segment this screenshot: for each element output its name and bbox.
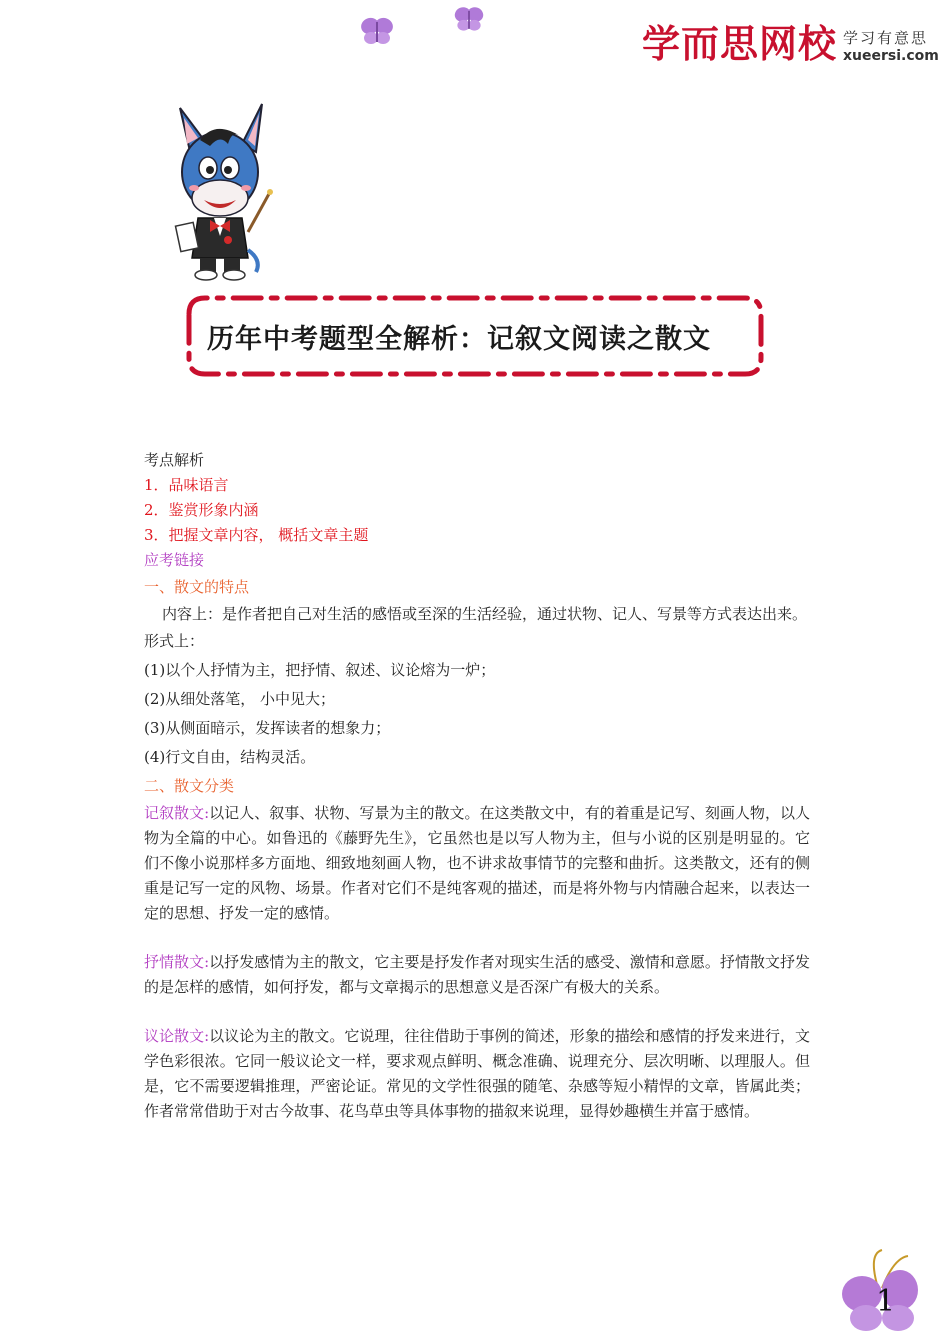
butterfly-right-decoration <box>452 2 486 36</box>
lyric-paragraph <box>144 950 810 1000</box>
narrative-label: 记叙散文: <box>144 804 210 822</box>
lyric-label: 抒情散文: <box>144 953 210 971</box>
part1-form-label: 形式上： <box>144 632 205 650</box>
form-item-4: (4)行文自由，结构灵活。 <box>144 748 316 766</box>
brand-name: 学而思网校 <box>642 22 838 66</box>
form-item-3: (3)从侧面暗示，发挥读者的想象力； <box>144 719 391 737</box>
lyric-text: 以抒发感情为主的散文，它主要是抒发作者对现实生活的感受、激情和意愿。抒情散文抒发的是怎样的感情，如何抒发，都与文章揭示的思想意义是否深广有极大的关系。 <box>144 953 810 996</box>
form-item-1: (1)以个人抒情为主，把抒情、叙述、议论熔为一炉； <box>144 661 496 679</box>
point-item-3: 3．把握文章内容， 概括文章主题 <box>144 526 369 544</box>
brand-slogan: 学习有意思 <box>843 29 929 47</box>
document-title: 历年中考题型全解析：记叙文阅读之散文 <box>207 323 711 355</box>
main-content <box>144 448 810 1124</box>
part2-heading: 二、散文分类 <box>144 777 235 795</box>
argument-label: 议论散文: <box>144 1027 210 1045</box>
donkey-mascot-illustration <box>170 100 280 282</box>
point-item-2: 2．鉴赏形象内涵 <box>144 501 259 519</box>
narrative-paragraph <box>144 801 810 926</box>
part1-content-paragraph: 内容上：是作者把自己对生活的感悟或至深的生活经验，通过状物、记人、写景等方式表达出来。 <box>162 605 808 623</box>
link-heading: 应考链接 <box>144 551 205 569</box>
section-heading: 考点解析 <box>144 451 205 469</box>
brand-url: xueersi.com <box>843 48 939 64</box>
page-number: 1 <box>876 1284 896 1319</box>
brand-logo <box>642 22 939 66</box>
form-item-2: (2)从细处落笔， 小中见大； <box>144 690 336 708</box>
part1-heading: 一、散文的特点 <box>144 578 250 596</box>
point-item-1: 1．品味语言 <box>144 476 229 494</box>
title-banner <box>185 292 765 380</box>
butterfly-left-decoration <box>358 12 396 50</box>
argument-text: 以议论为主的散文。它说理，往往借助于事例的简述，形象的描绘和感情的抒发来进行，文学色彩很浓。它同一般议论文一样，要求观点鲜明、概念准确、说理充分、层次明晰、以理服人。但是，它不需要逻辑推理，严密论证。常见的文学性很强的随笔、杂感等短小精悍的文章，皆属此类；作者常常借助于对古今故事、花鸟草虫等具体事物的描叙来说理，显得妙趣横生并富于感情。 <box>144 1027 810 1120</box>
argument-paragraph <box>144 1024 810 1124</box>
narrative-text: 以记人、叙事、状物、写景为主的散文。在这类散文中，有的着重是记写、刻画人物，以人物为全篇的中心。如鲁迅的《藤野先生》，它虽然也是以写人物为主，但与小说的区别是明显的。它们不像小说那样多方面地、细致地刻画人物，也不讲求故事情节的完整和曲折。这类散文，还有的侧重是记写一定的风物、场景。作者对它们不是纯客观的描述，而是将外物与内情融合起来，以表达一定的思想、抒发一定的感情。 <box>144 804 810 922</box>
